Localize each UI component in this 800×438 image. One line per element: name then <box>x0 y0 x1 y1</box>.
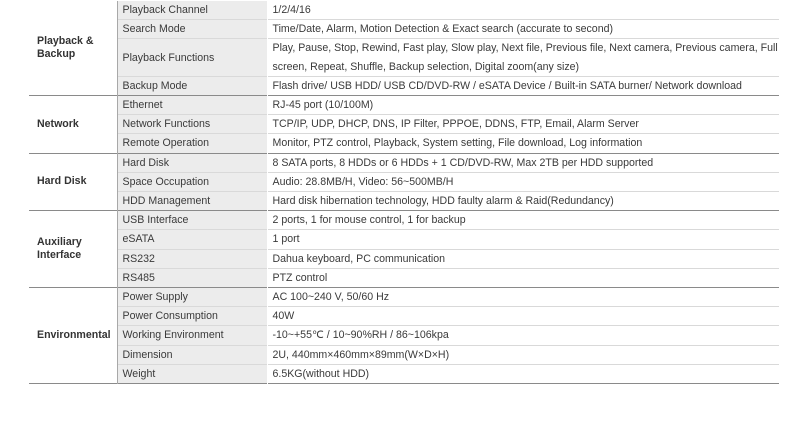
spec-value: PTZ control <box>267 268 779 287</box>
spec-row <box>29 211 779 230</box>
spec-value: Monitor, PTZ control, Playback, System setting, File download, Log information <box>267 134 779 153</box>
spec-row <box>29 115 779 134</box>
spec-label: Remote Operation <box>117 134 267 153</box>
spec-row <box>29 230 779 249</box>
spec-table <box>29 1 779 384</box>
spec-value: 8 SATA ports, 8 HDDs or 6 HDDs + 1 CD/DVD-RW, Max 2TB per HDD supported <box>267 153 779 172</box>
spec-value: -10~+55℃ / 10~90%RH / 86~106kpa <box>267 326 779 345</box>
spec-row <box>29 20 779 39</box>
spec-value: AC 100~240 V, 50/60 Hz <box>267 288 779 307</box>
spec-row <box>29 96 779 115</box>
spec-label: Power Consumption <box>117 307 267 326</box>
spec-value: 2U, 440mm×460mm×89mm(W×D×H) <box>267 345 779 364</box>
spec-row <box>29 153 779 172</box>
section-category: Environmental <box>29 288 117 384</box>
spec-label: USB Interface <box>117 211 267 230</box>
spec-row <box>29 307 779 326</box>
spec-value: 6.5KG(without HDD) <box>267 364 779 383</box>
spec-label: Power Supply <box>117 288 267 307</box>
spec-value: TCP/IP, UDP, DHCP, DNS, IP Filter, PPPOE, DDNS, FTP, Email, Alarm Server <box>267 115 779 134</box>
spec-value: Time/Date, Alarm, Motion Detection & Exact search (accurate to second) <box>267 20 779 39</box>
spec-label: Playback Functions <box>117 39 267 76</box>
spec-value: Flash drive/ USB HDD/ USB CD/DVD-RW / eSATA Device / Built-in SATA burner/ Network download <box>267 76 779 95</box>
spec-value: Hard disk hibernation technology, HDD faulty alarm & Raid(Redundancy) <box>267 192 779 211</box>
spec-row <box>29 172 779 191</box>
spec-label: Working Environment <box>117 326 267 345</box>
spec-label: Playback Channel <box>117 1 267 20</box>
spec-row <box>29 345 779 364</box>
spec-value: Audio: 28.8MB/H, Video: 56~500MB/H <box>267 172 779 191</box>
spec-table-body <box>29 1 779 384</box>
section-category: Auxiliary Interface <box>29 211 117 288</box>
section-category: Hard Disk <box>29 153 117 211</box>
spec-label: Dimension <box>117 345 267 364</box>
spec-label: Hard Disk <box>117 153 267 172</box>
section-category: Playback & Backup <box>29 1 117 96</box>
spec-value: Play, Pause, Stop, Rewind, Fast play, Slow play, Next file, Previous file, Next camera, Previous camera, Full screen, Repeat, Shuffle, Backup selection, Digital zoom(any size) <box>267 39 779 76</box>
spec-label: Network Functions <box>117 115 267 134</box>
spec-row <box>29 39 779 76</box>
spec-row <box>29 192 779 211</box>
spec-value: 2 ports, 1 for mouse control, 1 for backup <box>267 211 779 230</box>
spec-row <box>29 288 779 307</box>
spec-label: HDD Management <box>117 192 267 211</box>
spec-label: Weight <box>117 364 267 383</box>
spec-label: Space Occupation <box>117 172 267 191</box>
spec-label: Backup Mode <box>117 76 267 95</box>
spec-value: RJ-45 port (10/100M) <box>267 96 779 115</box>
section-category: Network <box>29 96 117 154</box>
spec-label: Search Mode <box>117 20 267 39</box>
spec-value: 40W <box>267 307 779 326</box>
spec-label: RS232 <box>117 249 267 268</box>
spec-label: Ethernet <box>117 96 267 115</box>
spec-label: RS485 <box>117 268 267 287</box>
spec-row <box>29 268 779 287</box>
spec-value: Dahua keyboard, PC communication <box>267 249 779 268</box>
spec-value: 1/2/4/16 <box>267 1 779 20</box>
spec-row <box>29 364 779 383</box>
spec-row <box>29 134 779 153</box>
spec-row <box>29 326 779 345</box>
spec-value: 1 port <box>267 230 779 249</box>
spec-row <box>29 1 779 20</box>
spec-row <box>29 249 779 268</box>
spec-row <box>29 76 779 95</box>
spec-label: eSATA <box>117 230 267 249</box>
